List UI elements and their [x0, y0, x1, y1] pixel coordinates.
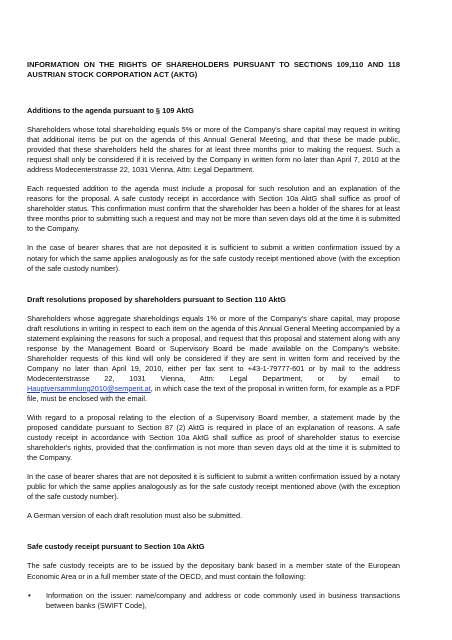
paragraph: In the case of bearer shares that are not deposited it is sufficient to submit a written confirmation issued by a notary public for which the same applies analogously as for the safe custody receipt mentioned above (with the exception of the safe custody number).: [27, 472, 400, 502]
paragraph: With regard to a proposal relating to the election of a Supervisory Board member, a statement made by the proposed candidate pursuant to Section 87 (2) AktG is required in place of an explanation of reasons. A safe custody receipt in accordance with Section 10a AktG shall suffice as proof of shareholder status to exercise shareholder's rights, provided that the confirmation is not more than seven days old at the time it is submitted to the Company.: [27, 413, 400, 463]
list-item-text: Information on the issuer: name/company and address or code commonly used in business transactions between banks (SWIFT Code),: [46, 590, 400, 610]
list-item: [27, 591, 400, 611]
document-title: INFORMATION ON THE RIGHTS OF SHAREHOLDERS PURSUANT TO SECTIONS 109,110 AND 118 AUSTRIAN STOCK CORPORATION ACT (AKTG): [27, 60, 400, 79]
paragraph-text: , in which case the text of the proposal in written form, for example as a PDF file, must be enclosed with the email.: [27, 383, 400, 403]
paragraph: The safe custody receipts are to be issued by the depositary bank based in a member state of the European Economic Area or in a full member state of the OECD, and must contain the following:: [27, 561, 400, 581]
paragraph-with-email: [27, 314, 400, 404]
bullet-list: [27, 591, 400, 611]
paragraph: A German version of each draft resolution must also be submitted.: [27, 511, 243, 521]
paragraph: In the case of bearer shares that are not deposited it is sufficient to submit a written confirmation issued by a notary for which the same applies analogously as for the safe custody receipt mentioned above (with the exception of the safe custody number).: [27, 243, 400, 273]
section-heading-agenda-additions: Additions to the agenda pursuant to § 109 AktG: [27, 106, 194, 115]
paragraph-text: Shareholders whose aggregate shareholdings equals 1% or more of the Company's share capital, may propose draft resolutions in writing in respect to each item on the agenda of this Annual General Meeting accompanied by a statement explaining the reasons for such a proposal, and request that this proposal and statement along with any response by the Management Board or Supervisory Board be made available on the Company's website. Shareholder requests of this kind will only be considered if they are sent in written form and received by the Company no later than April 19, 2010, either per fax sent to +43-1-79777-601 or by mail to the address Modecenterstrasse 22, 1031 Vienna, Attn: Legal Department, or by email to: [27, 313, 400, 383]
section-heading-draft-resolutions: Draft resolutions proposed by shareholders pursuant to Section 110 AktG: [27, 294, 286, 304]
bullet-icon: •: [28, 590, 31, 600]
email-link[interactable]: Hauptversammlung2010@semperit.at: [27, 383, 151, 393]
paragraph: Each requested addition to the agenda must include a proposal for such resolution and an explanation of the reasons for the proposal. A safe custody receipt in accordance with Section 10a AktG shall suffice as proof of shareholder status. This confirmation must confirm that the shareholder has been a holder of the shares for at least three months prior to submitting such a request and may not be more than seven days old at the time it is submitted to the Company.: [27, 184, 400, 234]
section-heading-safe-custody: Safe custody receipt pursuant to Section 10a AktG: [27, 542, 205, 552]
paragraph: Shareholders whose total shareholding equals 5% or more of the Company's share capital may request in writing that additional items be put on the agenda of this Annual General Meeting, and that these be made public, provided that these shareholders held the shares for at least three months prior to making the request. Such a request shall only be considered if it is received by the Company in written form no later than April 7, 2010 at the address Modecenterstrasse 22, 1031 Vienna, Attn: Legal Department.: [27, 125, 400, 175]
